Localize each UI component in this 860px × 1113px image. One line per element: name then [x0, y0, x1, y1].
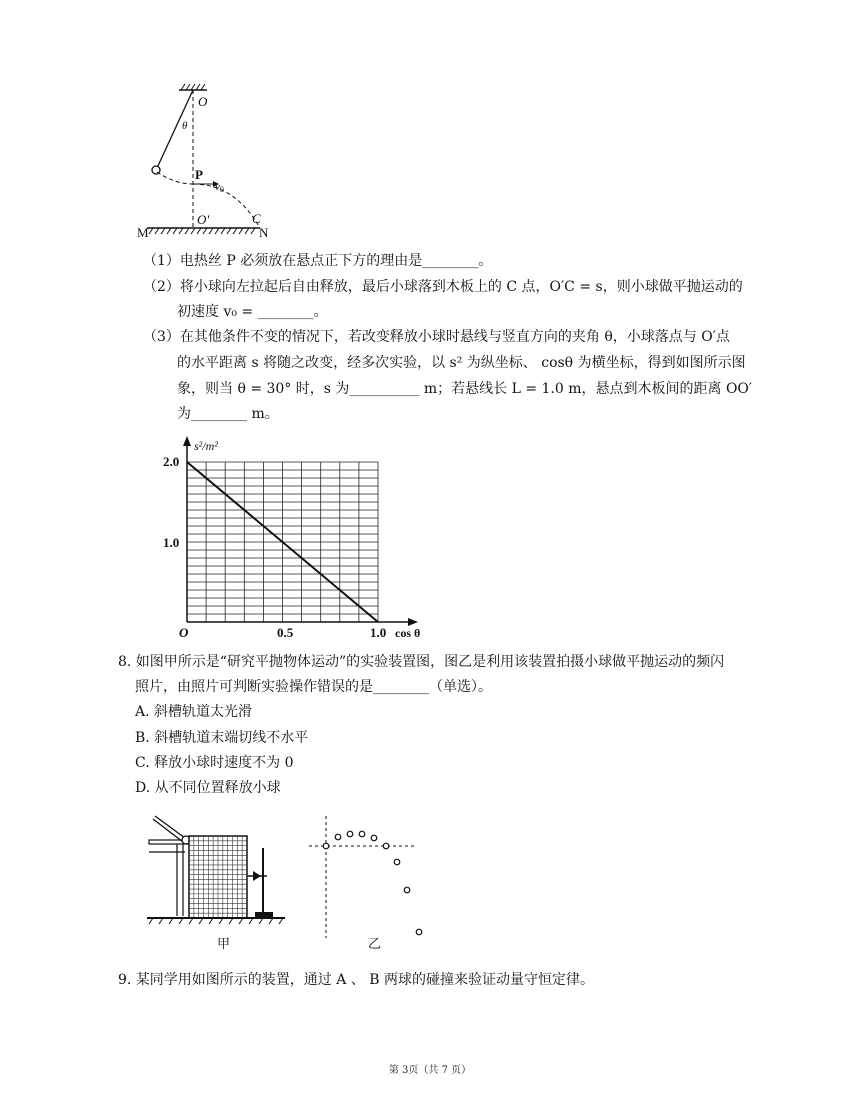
- strobe-ball-8: [404, 887, 410, 893]
- y-tick-label-2-0: 2.0: [163, 454, 180, 469]
- question-9: 9. 某同学用如图所示的装置，通过 A 、 B 两球的碰撞来验证动量守恒定律。: [118, 972, 595, 988]
- label-o-prime: O': [197, 212, 210, 227]
- y-tick-label-1-0: 1.0: [163, 535, 180, 550]
- label-n: N: [259, 225, 269, 240]
- pendulum-figure: [135, 80, 295, 240]
- figure-label-yi: 乙: [368, 936, 382, 951]
- origin-label: O: [179, 625, 189, 640]
- question-8-line-2: 照片，由照片可判断实验操作错误的是________（单选）。: [135, 679, 492, 695]
- x-axis-label: cos θ: [395, 626, 421, 640]
- apparatus-figure-jia: [145, 808, 295, 953]
- option-a: A. 斜槽轨道太光滑: [135, 704, 253, 720]
- question-2-line-2: 初速度 v₀ = ________。: [177, 304, 328, 320]
- strobe-ball-1: [323, 843, 329, 849]
- option-b: B. 斜槽轨道末端切线不水平: [135, 730, 309, 746]
- question-3-line-4: 为________ m。: [177, 406, 279, 422]
- label-v0-sub: 0: [219, 185, 224, 194]
- strobe-ball-3: [347, 831, 353, 837]
- y-axis-label: s²/m²: [194, 439, 218, 453]
- strobe-ball-4: [359, 831, 365, 837]
- question-3-line-2: 的水平距离 s 将随之改变，经多次实验，以 s² 为纵坐标、 cosθ 为横坐标，得到如图所示图: [177, 355, 746, 371]
- page-footer: 第 3页（共 7 页）: [388, 1065, 472, 1076]
- question-3-line-3: 象，则当 θ = 30° 时，s 为__________ m；若悬线长 L = 1.0 m，悬点到木板间的距离 OO′: [177, 381, 753, 397]
- label-p: P: [195, 167, 203, 182]
- option-d: D. 从不同位置释放小球: [135, 780, 281, 796]
- x-tick-label-0-5: 0.5: [277, 625, 294, 640]
- label-v0-letter: v: [215, 181, 220, 193]
- label-m: M: [137, 225, 149, 240]
- question-8-line-1: 8. 如图甲所示是“研究平抛物体运动”的实验装置图，图乙是利用该装置拍摄小球做平抛运动的频闪: [118, 654, 725, 670]
- label-theta: θ: [182, 120, 188, 132]
- y-axis-arrow: [183, 436, 191, 446]
- option-c: C. 释放小球时速度不为 0: [135, 755, 294, 771]
- strobe-ball-7: [394, 859, 400, 865]
- label-c: C: [252, 211, 261, 226]
- strobe-ball-6: [383, 843, 389, 849]
- question-1: （1）电热丝 P 必须放在悬点正下方的理由是________。: [143, 253, 493, 269]
- x-axis-arrow: [408, 618, 418, 626]
- s2-cos-theta-chart: [160, 436, 430, 646]
- strobe-photo-figure-yi: [305, 812, 440, 952]
- question-2-line-1: （2）将小球向左拉起后自由释放，最后小球落到木板上的 C 点，O′C = s，则小球做平抛运动的: [143, 279, 743, 295]
- x-tick-label-1-0: 1.0: [370, 625, 387, 640]
- label-o: O: [198, 94, 208, 109]
- strobe-ball-2: [335, 834, 341, 840]
- figure-label-jia: 甲: [217, 936, 231, 951]
- strobe-ball-5: [371, 835, 377, 841]
- question-3-line-1: （3）在其他条件不变的情况下，若改变释放小球时悬线与竖直方向的夹角 θ，小球落点与 O′点: [143, 329, 730, 345]
- strobe-ball-9: [416, 929, 422, 935]
- label-v0: [215, 181, 224, 194]
